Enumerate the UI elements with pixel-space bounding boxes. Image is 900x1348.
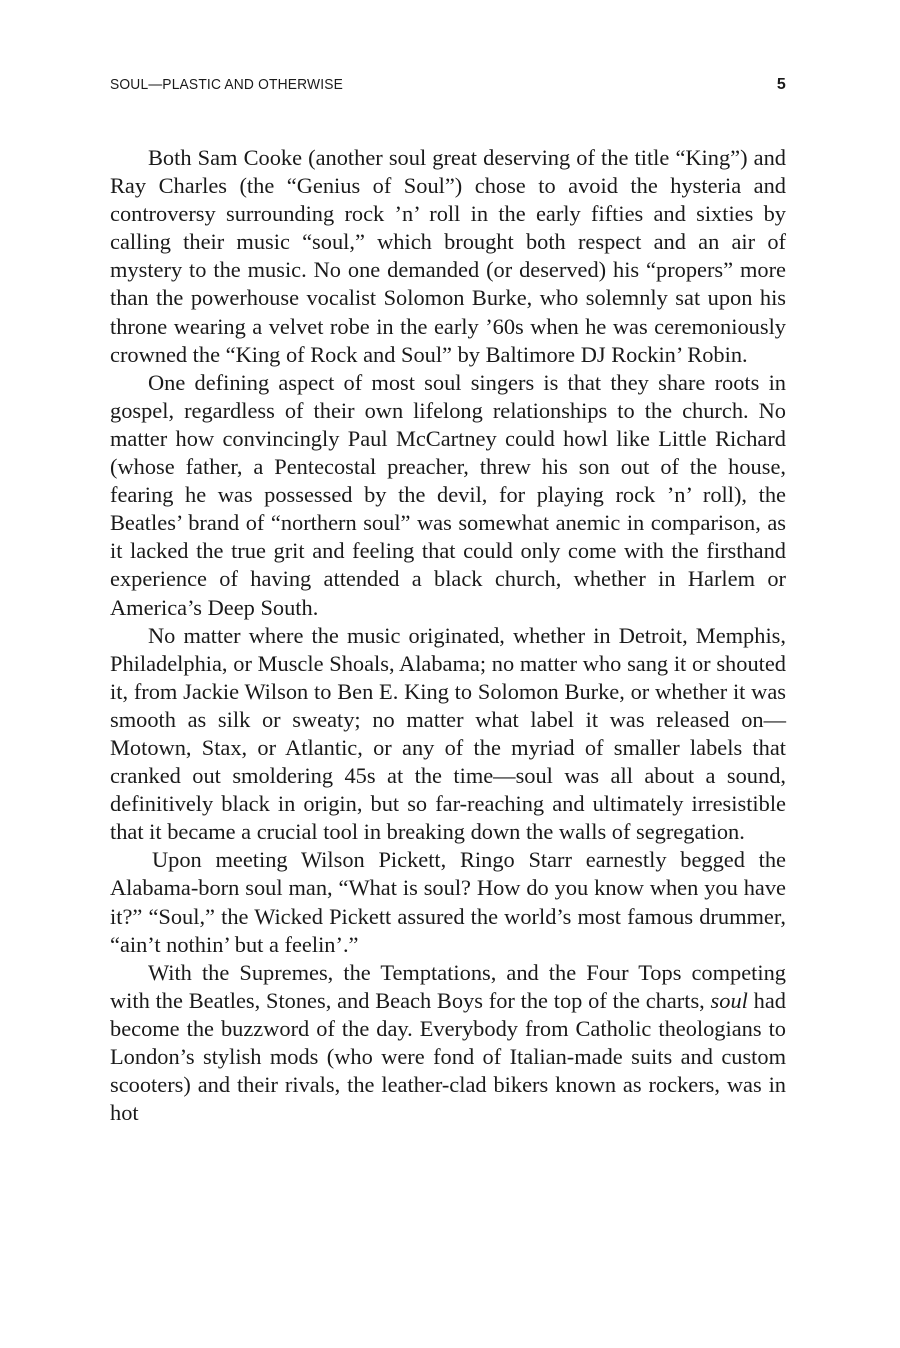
paragraph-5-italic-word: soul xyxy=(710,987,748,1013)
paragraph-5-text-end: had become the buzzword of the day. Everybody from Catholic theologians to London’s stylish mods (who were fond of Italian-made suits and custom scooters) and their rivals, the leather-clad bikers known as rockers, was in hot xyxy=(110,987,786,1126)
paragraph-2: One defining aspect of most soul singers is that they share roots in gospel, regardless of their own lifelong relationships to the church. No matter how convincingly Paul McCartney could howl like Little Richard (whose father, a Pentecostal preacher, threw his son out of the house, fearing he was possessed by the devil, for playing rock ’n’ roll), the Beatles’ brand of “northern soul” was somewhat anemic in comparison, as it lacked the true grit and feeling that could only come with the firsthand experience of having attended a black church, whether in Harlem or America’s Deep South. xyxy=(110,369,786,620)
paragraph-5 xyxy=(110,959,786,1128)
page-number: 5 xyxy=(776,76,786,93)
paragraph-4: Upon meeting Wilson Pickett, Ringo Starr earnestly begged the Alabama-born soul man, “What is soul? How do you know when you have it?” “Soul,” the Wicked Pickett assured the world’s most famous drummer, “ain’t nothin’ but a feelin’.” xyxy=(110,847,786,957)
body-text xyxy=(110,144,786,1127)
running-title: SOUL—PLASTIC AND OTHERWISE xyxy=(110,76,344,93)
running-header xyxy=(110,76,786,100)
paragraph-3: No matter where the music originated, whether in Detroit, Memphis, Philadelphia, or Muscle Shoals, Alabama; no matter who sang it or shouted it, from Jackie Wilson to Ben E. King to Solomon Burke, or whether it was smooth as silk or sweaty; no matter what label it was released on—Motown, Stax, or Atlantic, or any of the myriad of smaller labels that cranked out smoldering 45s at the time—soul was all about a sound, definitively black in origin, but so far-reaching and ultimately irresistible that it became a crucial tool in breaking down the walls of segregation. xyxy=(110,622,786,845)
paragraph-1: Both Sam Cooke (another soul great deserving of the title “King”) and Ray Charles (the “Genius of Soul”) chose to avoid the hysteria and controversy surrounding rock ’n’ roll in the early fifties and sixties by calling their music “soul,” which brought both respect and an air of mystery to the music. No one demanded (or deserved) his “propers” more than the powerhouse vocalist Solomon Burke, who solemnly sat upon his throne wearing a velvet robe in the early ’60s when he was ceremoniously crowned the “King of Rock and Soul” by Baltimore DJ Rockin’ Robin. xyxy=(110,145,786,367)
paragraph-5-text-start: With the Supremes, the Temptations, and the Four Tops competing with the Beatles, Stones, and Beach Boys for the top of the charts, xyxy=(110,959,786,1013)
